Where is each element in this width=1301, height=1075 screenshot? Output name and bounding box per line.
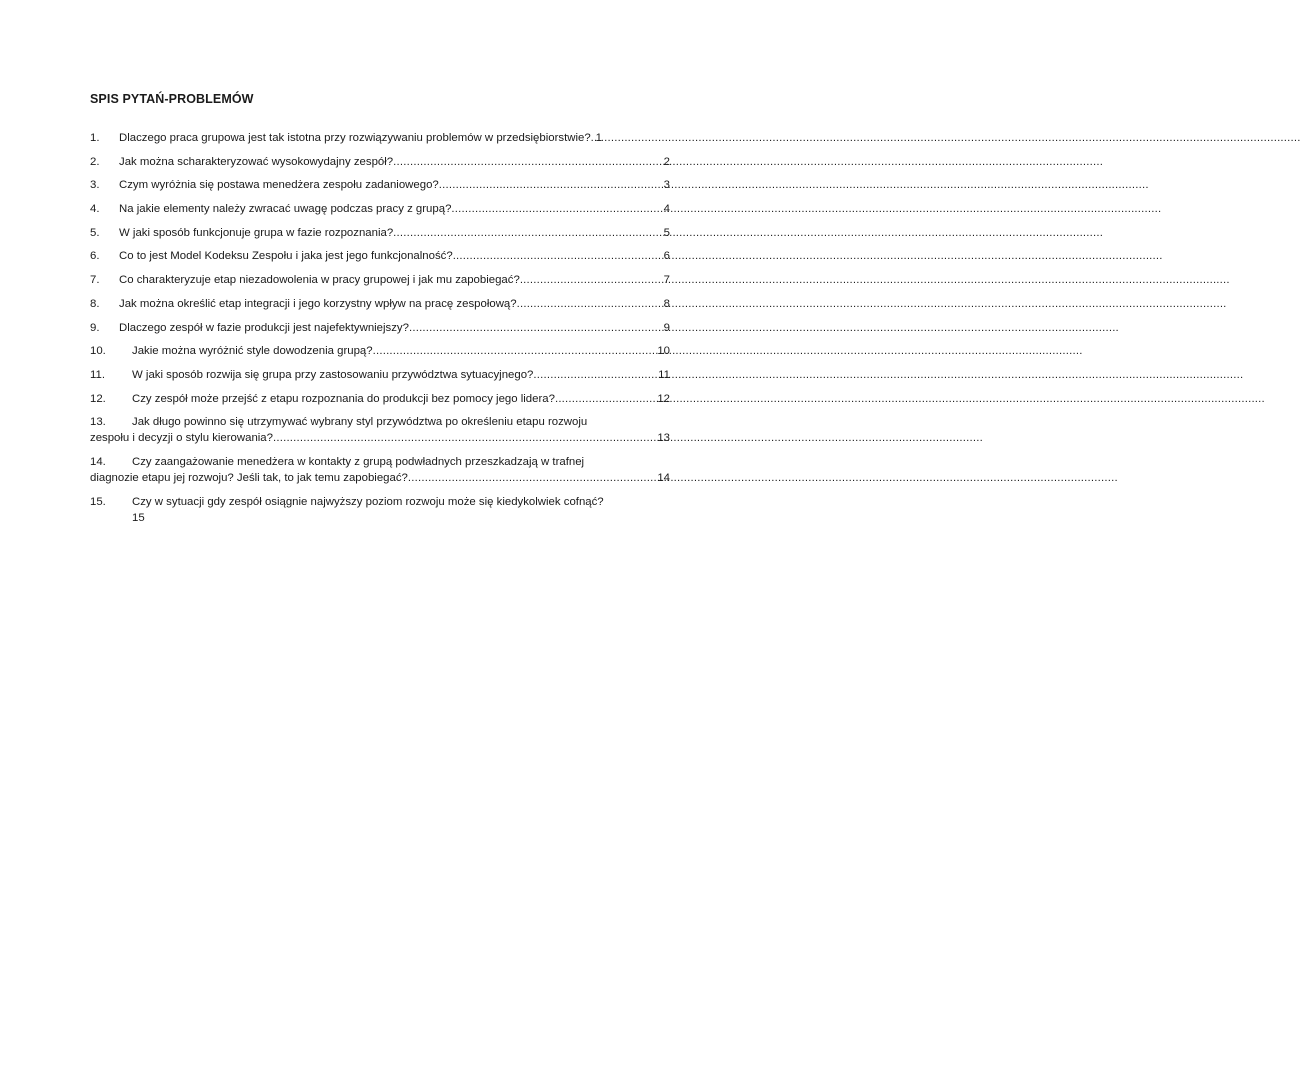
toc-entry-number: 4. bbox=[90, 203, 100, 216]
toc-entry-number: 12. bbox=[90, 392, 106, 405]
dot-leader bbox=[555, 391, 655, 407]
toc-entry-page[interactable]: 2 bbox=[663, 155, 670, 168]
toc-entry-number: 5. bbox=[90, 226, 100, 239]
dot-leader bbox=[453, 248, 662, 264]
dot-leader bbox=[533, 367, 656, 383]
toc-entry-8[interactable] bbox=[90, 296, 670, 312]
toc-entry-number: 11. bbox=[90, 368, 105, 381]
toc-entry-15[interactable] bbox=[90, 494, 670, 526]
toc-entry-3[interactable] bbox=[90, 177, 670, 193]
toc-entry-number: 3. bbox=[90, 179, 100, 192]
toc-entry-text-line2[interactable]: diagnozie etapu jej rozwoju? Jeśli tak, to jak temu zapobiegać? bbox=[90, 471, 408, 484]
toc-entry-text-line1[interactable]: Jak długo powinno się utrzymywać wybrany styl przywództwa po określeniu etapu rozwoju bbox=[132, 416, 588, 429]
dot-leader bbox=[373, 343, 656, 359]
dot-leader bbox=[520, 272, 662, 288]
toc-entry-number: 1. bbox=[90, 132, 100, 144]
toc-entry-page[interactable]: 5 bbox=[663, 226, 670, 239]
dot-leader bbox=[439, 177, 662, 193]
toc-entry-text[interactable]: Jak można określić etap integracji i jego korzystny wpływ na pracę zespołową? bbox=[119, 297, 517, 310]
toc-entry-number: 13. bbox=[90, 416, 106, 429]
toc-entry-11[interactable] bbox=[90, 367, 670, 383]
toc-entry-page[interactable]: 10 bbox=[657, 345, 670, 358]
toc-entry-12[interactable] bbox=[90, 391, 670, 407]
toc-entry-text[interactable]: W jaki sposób rozwija się grupa przy zastosowaniu przywództwa sytuacyjnego? bbox=[132, 368, 534, 381]
toc-entry-text[interactable]: Co charakteryzuje etap niezadowolenia w pracy grupowej i jak mu zapobiegać? bbox=[119, 274, 520, 287]
toc-entry-page[interactable]: 6 bbox=[663, 250, 670, 263]
toc-entry-14[interactable] bbox=[90, 454, 670, 486]
toc-entry-page[interactable]: 8 bbox=[663, 297, 670, 310]
toc-entry-page[interactable]: 12 bbox=[657, 392, 670, 405]
toc-entry-5[interactable] bbox=[90, 225, 670, 241]
toc-entry-text-line2[interactable]: zespołu i decyzji o stylu kierowania? bbox=[90, 432, 273, 445]
toc-entry-page[interactable]: 11 bbox=[658, 368, 670, 381]
toc-entry-2[interactable] bbox=[90, 154, 670, 170]
toc-entry-text[interactable]: Dlaczego zespół w fazie produkcji jest najefektywniejszy? bbox=[119, 321, 409, 334]
toc-entry-6[interactable] bbox=[90, 248, 670, 264]
toc-heading: SPIS PYTAŃ-PROBLEMÓW bbox=[90, 92, 254, 106]
toc-entry-text[interactable]: Dlaczego praca grupowa jest tak istotna przy rozwiązywaniu problemów w przedsiębiorstwie? bbox=[119, 132, 591, 144]
toc-entry-page[interactable]: 1 bbox=[595, 132, 603, 144]
toc-entry-text[interactable]: Czy zespół może przejść z etapu rozpoznania do produkcji bez pomocy jego lidera? bbox=[132, 392, 555, 405]
toc-entry-number: 15. bbox=[90, 495, 106, 508]
toc-entry-number: 14. bbox=[90, 455, 106, 468]
toc-entry-page[interactable]: 3 bbox=[663, 179, 670, 192]
toc-entry-page[interactable]: 13 bbox=[657, 432, 670, 445]
dot-leader bbox=[273, 430, 655, 446]
toc-entry-text[interactable]: Co to jest Model Kodeksu Zespołu i jaka jest jego funkcjonalność? bbox=[119, 250, 453, 263]
toc-entry-number: 6. bbox=[90, 250, 100, 263]
dot-leader bbox=[393, 225, 661, 241]
toc-entry-text-line1[interactable]: Czy zaangażowanie menedżera w kontakty z grupą podwładnych przeszkadzają w trafnej bbox=[132, 455, 585, 468]
toc-entry-13[interactable] bbox=[90, 414, 670, 446]
toc-entry-page[interactable]: 7 bbox=[663, 274, 670, 287]
toc-entry-page[interactable]: 15 bbox=[132, 511, 145, 524]
toc-entry-page[interactable]: 4 bbox=[663, 203, 670, 216]
dot-leader bbox=[517, 296, 662, 312]
toc-entry-1[interactable] bbox=[90, 130, 670, 146]
toc-entry-text[interactable]: Na jakie elementy należy zwracać uwagę podczas pracy z grupą? bbox=[119, 203, 452, 216]
dot-leader bbox=[393, 154, 662, 170]
toc-entry-10[interactable] bbox=[90, 343, 670, 359]
toc-entry-page[interactable]: 14 bbox=[657, 471, 670, 484]
toc-entry-number: 9. bbox=[90, 321, 100, 334]
table-of-contents bbox=[90, 130, 670, 533]
dot-leader bbox=[451, 201, 661, 217]
toc-entry-number: 8. bbox=[90, 297, 100, 310]
dot-leader bbox=[409, 320, 662, 336]
toc-entry-page[interactable]: 9 bbox=[663, 321, 670, 334]
toc-entry-number: 2. bbox=[90, 155, 100, 168]
toc-entry-4[interactable] bbox=[90, 201, 670, 217]
dot-leader bbox=[408, 470, 655, 486]
toc-entry-text[interactable]: W jaki sposób funkcjonuje grupa w fazie rozpoznania? bbox=[119, 226, 394, 239]
toc-entry-7[interactable] bbox=[90, 272, 670, 288]
toc-entry-number: 10. bbox=[90, 345, 106, 358]
toc-entry-number: 7. bbox=[90, 274, 100, 287]
toc-entry-text[interactable]: Czy w sytuacji gdy zespół osiągnie najwyższy poziom rozwoju może się kiedykolwiek cofnąć? bbox=[132, 495, 604, 508]
toc-entry-9[interactable] bbox=[90, 320, 670, 336]
toc-entry-text[interactable]: Jakie można wyróżnić style dowodzenia grupą? bbox=[132, 345, 373, 358]
toc-entry-text[interactable]: Jak można scharakteryzować wysokowydajny zespół? bbox=[119, 155, 394, 168]
toc-entry-text[interactable]: Czym wyróżnia się postawa menedżera zespołu zadaniowego? bbox=[119, 179, 439, 192]
